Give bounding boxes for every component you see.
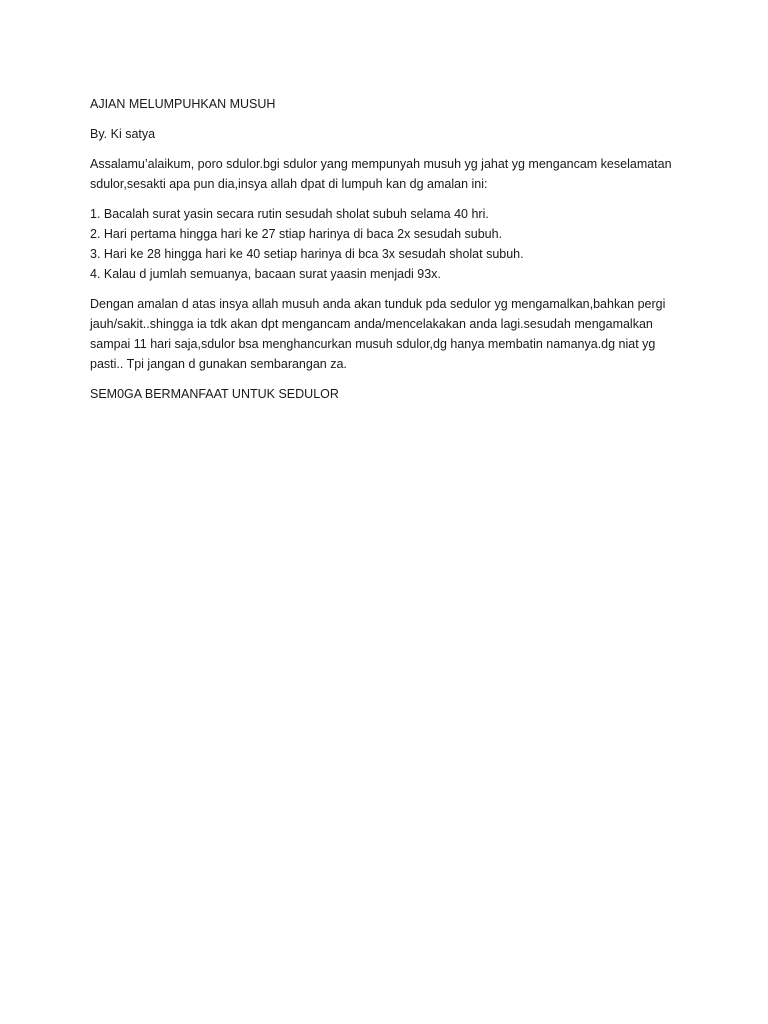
intro-line: Assalamu’alaikum, poro sdulor.bgi sdulor yang mempunyah musuh yg jahat yg mengancam keselamatan	[90, 157, 672, 171]
step-item: 1. Bacalah surat yasin secara rutin sesudah sholat subuh selama 40 hri.	[90, 207, 489, 221]
document-title: AJIAN MELUMPUHKAN MUSUH	[90, 97, 276, 111]
closing-line: SEM0GA BERMANFAAT UNTUK SEDULOR	[90, 387, 339, 401]
body-line: sampai 11 hari saja,sdulor bsa menghancurkan musuh sdulor,dg hanya membatin namanya.dg niat yg	[90, 337, 656, 351]
body-line: Dengan amalan d atas insya allah musuh anda akan tunduk pda sedulor yg mengamalkan,bahkan pergi	[90, 297, 666, 311]
body-line: pasti.. Tpi jangan d gunakan sembarangan za.	[90, 357, 347, 371]
step-item: 2. Hari pertama hingga hari ke 27 stiap harinya di baca 2x sesudah subuh.	[90, 227, 503, 241]
steps-list	[90, 204, 690, 284]
step-item: 4. Kalau d jumlah semuanya, bacaan surat yaasin menjadi 93x.	[90, 267, 441, 281]
body-line: jauh/sakit..shingga ia tdk akan dpt mengancam anda/mencelakakan anda lagi.sesudah mengamalkan	[90, 317, 653, 331]
document-content	[90, 94, 690, 414]
step-item: 3. Hari ke 28 hingga hari ke 40 setiap harinya di bca 3x sesudah sholat subuh.	[90, 247, 524, 261]
intro-line: sdulor,sesakti apa pun dia,insya allah dpat di lumpuh kan dg amalan ini:	[90, 177, 488, 191]
body-paragraph	[90, 294, 690, 374]
document-author: By. Ki satya	[90, 127, 156, 141]
intro-paragraph	[90, 154, 690, 194]
